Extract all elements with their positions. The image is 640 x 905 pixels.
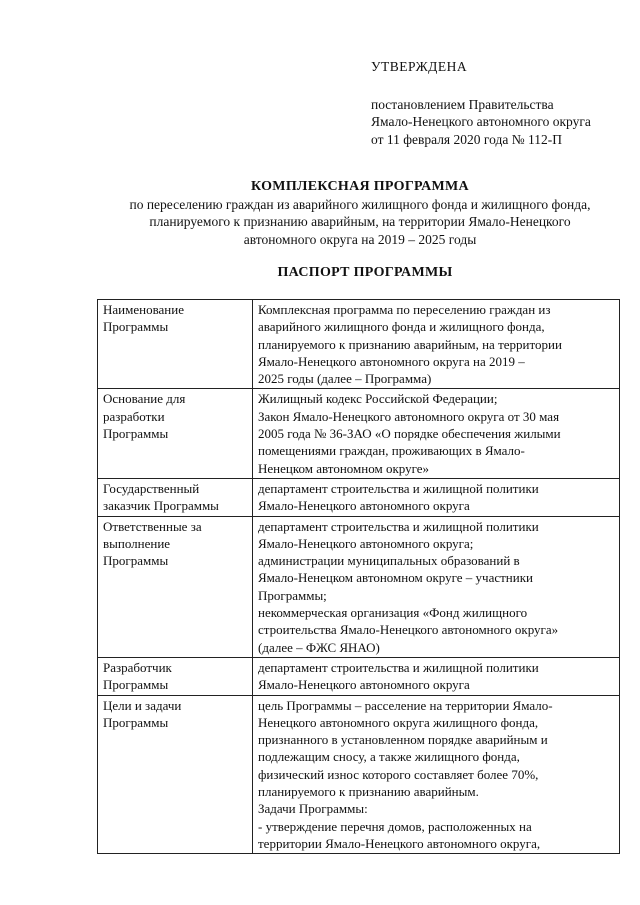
document-subtitle-line: планируемого к признанию аварийным, на территории Ямало-Ненецкого [149,214,571,229]
passport-row [98,300,620,389]
document-subtitle-line: по переселению граждан из аварийного жилищного фонда и жилищного фонда, [129,196,591,212]
passport-field-name-line: выполнение [103,535,171,551]
passport-field-name-line: Программы [103,426,169,442]
passport-field-value-line: подлежащим сносу, а также жилищного фонда, [258,749,520,765]
passport-field-value-line: Ненецком автономном округе» [258,460,430,476]
passport-row [98,516,620,657]
passport-field-value-line: строительства Ямало-Ненецкого автономного округа» [258,622,559,638]
passport-field-name-line: Цели и задачи [103,697,182,713]
passport-field-name-line: Ответственные за [103,518,202,534]
passport-field-name [98,478,253,516]
passport-field-value-line: Ямало-Ненецкого автономного округа [258,498,470,514]
approval-line: Ямало-Ненецкого автономного округа [371,114,591,129]
passport-row [98,478,620,516]
approval-block [371,58,631,148]
passport-field-value-line: департамент строительства и жилищной политики [258,659,539,675]
passport-field-value-line: Ямало-Ненецкого автономного округа на 2019 – [258,353,525,369]
passport-field-value [253,657,620,695]
passport-row [98,389,620,478]
passport-field-name-line: Программы [103,319,169,335]
passport-field-value [253,478,620,516]
passport-field-value-line: помещениями граждан, проживающих в Ямало- [258,443,525,459]
passport-table [97,299,620,854]
passport-title: ПАСПОРТ ПРОГРАММЫ [277,265,453,280]
passport-field-name-line: Наименование [103,302,184,317]
passport-field-name-line: Программы [103,553,169,569]
passport-field-name [98,300,253,389]
document-subtitle-line: автономного округа на 2019 – 2025 годы [243,231,477,247]
approval-line: от 11 февраля 2020 года № 112-П [371,131,562,147]
passport-field-value-line: Закон Ямало-Ненецкого автономного округа от 30 мая [258,408,560,424]
passport-field-value-line: физический износ которого составляет более 70%, [258,766,539,782]
passport-field-value-line: территории Ямало-Ненецкого автономного округа, [258,835,541,851]
passport-field-value-line: Задачи Программы: [258,801,368,817]
approval-stamp: УТВЕРЖДЕНА [371,59,468,74]
passport-field-name [98,657,253,695]
passport-field-value-line: планируемого к признанию аварийным, на территории [258,336,562,352]
passport-field-value-line: аварийного жилищного фонда и жилищного фонда, [258,319,545,335]
passport-field-value-line: цель Программы – расселение на территории Ямало- [258,697,553,713]
passport-field-value-line: департамент строительства и жилищной политики [258,480,539,496]
document-title: КОМПЛЕКСНАЯ ПРОГРАММА [251,179,469,194]
passport-field-value-line: 2025 годы (далее – Программа) [258,371,432,387]
passport-field-name-line: Разработчик [103,659,172,675]
passport-field-value [253,695,620,854]
passport-field-name-line: Программы [103,677,169,693]
passport-field-value-line: департамент строительства и жилищной политики [258,518,539,534]
passport-field-value-line: Комплексная программа по переселению граждан из [258,302,551,317]
passport-field-value-line: Ямало-Ненецкого автономного округа; [258,535,474,551]
passport-field-value-line: Программы; [258,587,327,603]
passport-field-value-line: Ямало-Ненецкого автономного округа [258,677,470,693]
approval-line: постановлением Правительства [371,96,554,112]
passport-field-value [253,300,620,389]
passport-field-value-line: Ненецкого автономного округа жилищного фонда, [258,714,539,730]
passport-field-value-line: Жилищный кодекс Российской Федерации; [258,391,498,407]
passport-field-value-line: администрации муниципальных образований в [258,553,520,569]
passport-field-name [98,389,253,478]
passport-field-name [98,695,253,854]
passport-field-value-line: некоммерческая организация «Фонд жилищного [258,605,528,621]
passport-field-value-line: Ямало-Ненецком автономном округе – участники [258,570,533,586]
passport-field-value-line: 2005 года № 36-ЗАО «О порядке обеспечения жилыми [258,426,561,442]
passport-field-value-line: признанного в установленном порядке аварийным и [258,732,548,748]
passport-field-name-line: Программы [103,714,169,730]
passport-field-name-line: разработки [103,408,165,424]
passport-field-value-line: - утверждение перечня домов, расположенных на [258,818,532,834]
passport-field-name [98,516,253,657]
document-title-block [80,178,640,248]
passport-field-name-line: Основание для [103,391,186,407]
passport-field-value-line: планируемого к признанию аварийным. [258,784,479,800]
passport-field-value-line: (далее – ФЖС ЯНАО) [258,639,380,655]
passport-field-name-line: Государственный [103,480,200,496]
passport-field-name-line: заказчик Программы [103,498,219,514]
passport-row [98,657,620,695]
passport-field-value [253,516,620,657]
passport-field-value [253,389,620,478]
passport-row [98,695,620,854]
